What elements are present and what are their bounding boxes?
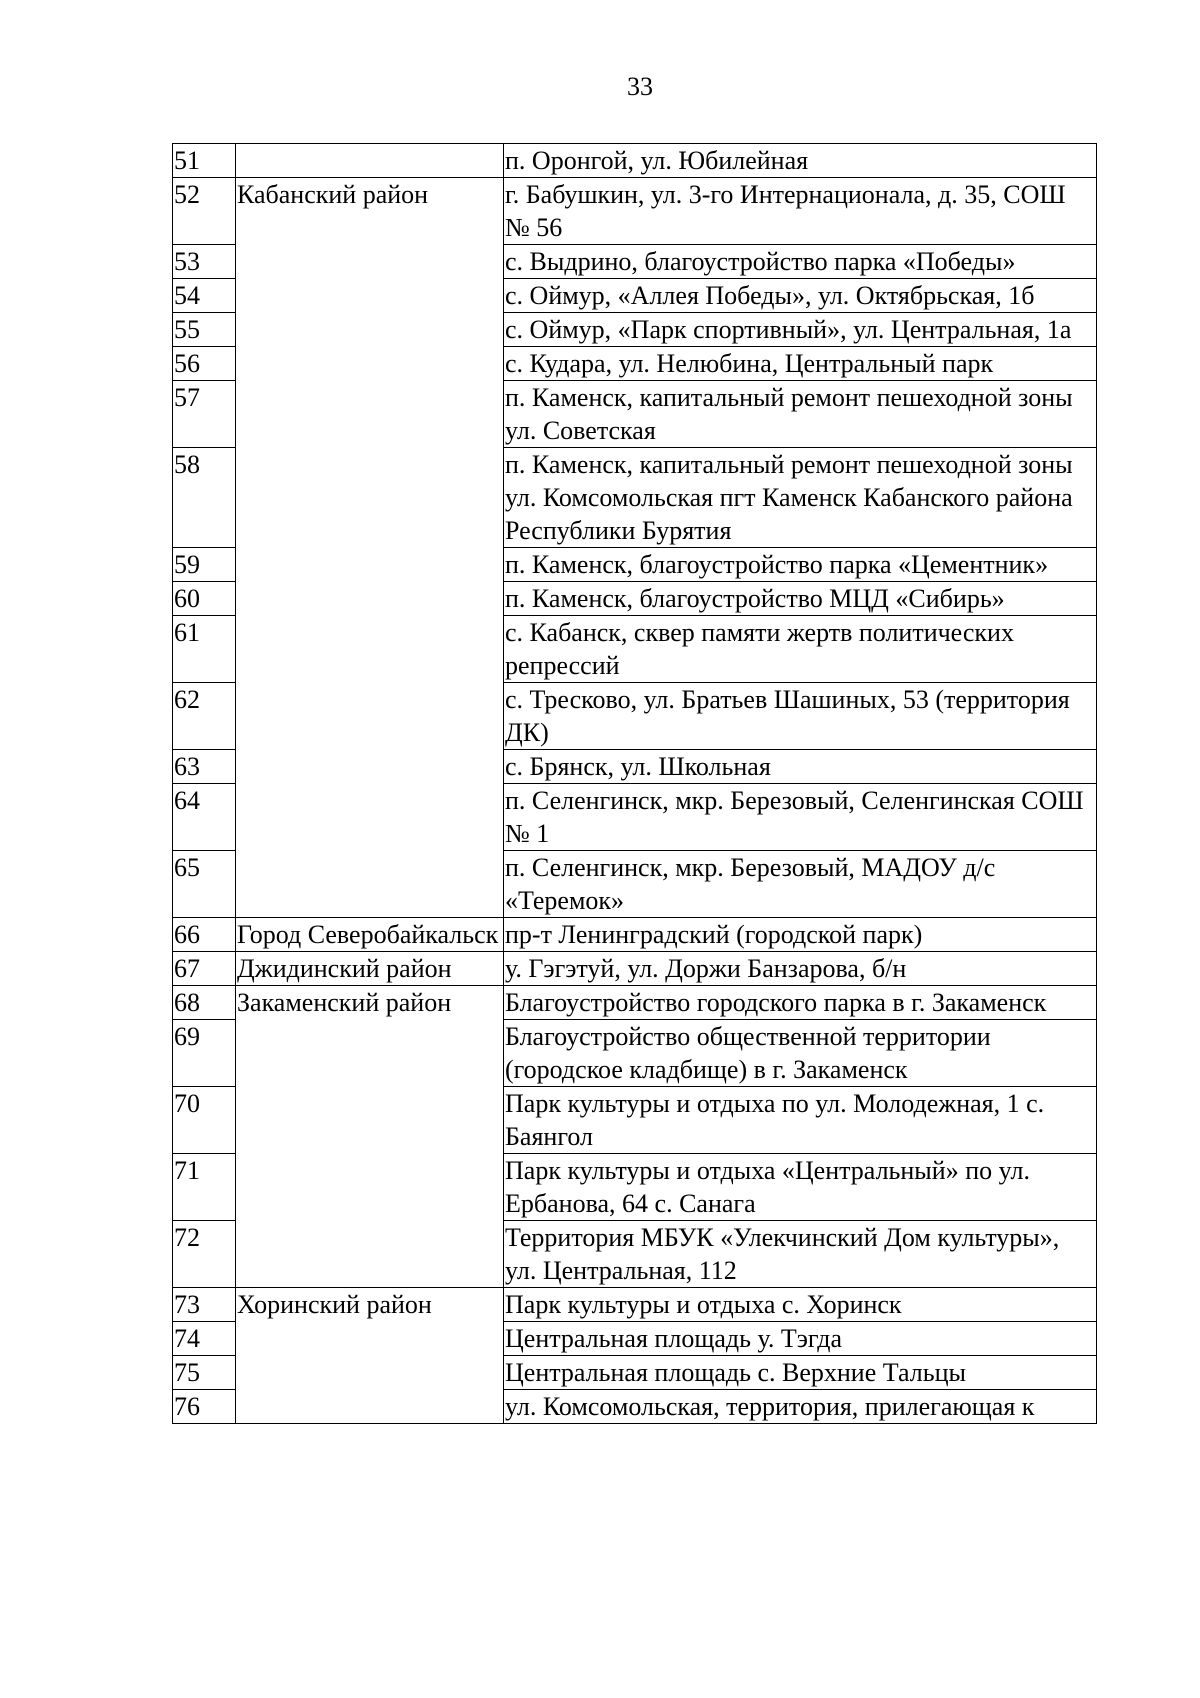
object-cell: Парк культуры и отдыха с. Хоринск — [504, 1288, 1097, 1322]
row-number-cell: 53 — [173, 245, 236, 279]
object-cell: г. Бабушкин, ул. 3-го Интернационала, д. 35, СОШ № 56 — [504, 178, 1097, 245]
district-cell: Закаменский район — [236, 986, 504, 1288]
object-cell: ул. Комсомольская, территория, прилегающая к — [504, 1390, 1097, 1424]
row-number-cell: 70 — [173, 1087, 236, 1154]
row-number-cell: 72 — [173, 1221, 236, 1288]
object-cell: с. Кабанск, сквер памяти жертв политических репрессий — [504, 616, 1097, 683]
row-number-cell: 69 — [173, 1020, 236, 1087]
object-cell: п. Селенгинск, мкр. Березовый, Селенгинская СОШ № 1 — [504, 784, 1097, 851]
row-number-cell: 66 — [173, 918, 236, 952]
table-row — [173, 1288, 1097, 1322]
table-row — [173, 918, 1097, 952]
object-cell: Благоустройство общественной территории (городское кладбище) в г. Закаменск — [504, 1020, 1097, 1087]
row-number-cell: 52 — [173, 178, 236, 245]
table-row — [173, 144, 1097, 178]
object-cell: с. Брянск, ул. Школьная — [504, 750, 1097, 784]
object-cell: Территория МБУК «Улекчинский Дом культуры», ул. Центральная, 112 — [504, 1221, 1097, 1288]
object-cell: у. Гэгэтуй, ул. Доржи Банзарова, б/н — [504, 952, 1097, 986]
object-cell: с. Тресково, ул. Братьев Шашиных, 53 (территория ДК) — [504, 683, 1097, 750]
row-number-cell: 68 — [173, 986, 236, 1020]
row-number-cell: 58 — [173, 448, 236, 548]
object-cell: с. Оймур, «Аллея Победы», ул. Октябрьская, 1б — [504, 279, 1097, 313]
row-number-cell: 62 — [173, 683, 236, 750]
district-cell — [236, 144, 504, 178]
table-row — [173, 178, 1097, 245]
object-cell: Центральная площадь у. Тэгда — [504, 1322, 1097, 1356]
row-number-cell: 65 — [173, 851, 236, 918]
page-number: 33 — [627, 72, 653, 101]
object-cell: с. Оймур, «Парк спортивный», ул. Центральная, 1а — [504, 313, 1097, 347]
row-number-cell: 59 — [173, 548, 236, 582]
district-cell: Кабанский район — [236, 178, 504, 918]
object-cell: с. Кудара, ул. Нелюбина, Центральный парк — [504, 347, 1097, 381]
table-body — [173, 144, 1097, 1424]
row-number-cell: 54 — [173, 279, 236, 313]
row-number-cell: 63 — [173, 750, 236, 784]
district-cell: Хоринский район — [236, 1288, 504, 1424]
table-row — [173, 952, 1097, 986]
row-number-cell: 73 — [173, 1288, 236, 1322]
row-number-cell: 74 — [173, 1322, 236, 1356]
object-cell: Благоустройство городского парка в г. Закаменск — [504, 986, 1097, 1020]
object-cell: п. Каменск, капитальный ремонт пешеходной зоны ул. Советская — [504, 381, 1097, 448]
row-number-cell: 51 — [173, 144, 236, 178]
object-cell: п. Селенгинск, мкр. Березовый, МАДОУ д/с «Теремок» — [504, 851, 1097, 918]
object-cell: п. Каменск, капитальный ремонт пешеходной зоны ул. Комсомольская пгт Каменск Кабанского района Республики Бурятия — [504, 448, 1097, 548]
row-number-cell: 71 — [173, 1154, 236, 1221]
object-cell: п. Оронгой, ул. Юбилейная — [504, 144, 1097, 178]
district-cell: Джидинский район — [236, 952, 504, 986]
row-number-cell: 76 — [173, 1390, 236, 1424]
row-number-cell: 61 — [173, 616, 236, 683]
object-cell: Парк культуры и отдыха «Центральный» по ул. Ербанова, 64 с. Санага — [504, 1154, 1097, 1221]
row-number-cell: 67 — [173, 952, 236, 986]
object-cell: Парк культуры и отдыха по ул. Молодежная, 1 с. Баянгол — [504, 1087, 1097, 1154]
object-cell: п. Каменск, благоустройство парка «Цементник» — [504, 548, 1097, 582]
table-row — [173, 986, 1097, 1020]
district-cell: Город Северобайкальск — [236, 918, 504, 952]
object-cell: с. Выдрино, благоустройство парка «Победы» — [504, 245, 1097, 279]
objects-table — [172, 143, 1097, 1424]
object-cell: Центральная площадь с. Верхние Тальцы — [504, 1356, 1097, 1390]
row-number-cell: 55 — [173, 313, 236, 347]
row-number-cell: 64 — [173, 784, 236, 851]
row-number-cell: 60 — [173, 582, 236, 616]
row-number-cell: 57 — [173, 381, 236, 448]
object-cell: пр-т Ленинградский (городской парк) — [504, 918, 1097, 952]
row-number-cell: 56 — [173, 347, 236, 381]
row-number-cell: 75 — [173, 1356, 236, 1390]
object-cell: п. Каменск, благоустройство МЦД «Сибирь» — [504, 582, 1097, 616]
